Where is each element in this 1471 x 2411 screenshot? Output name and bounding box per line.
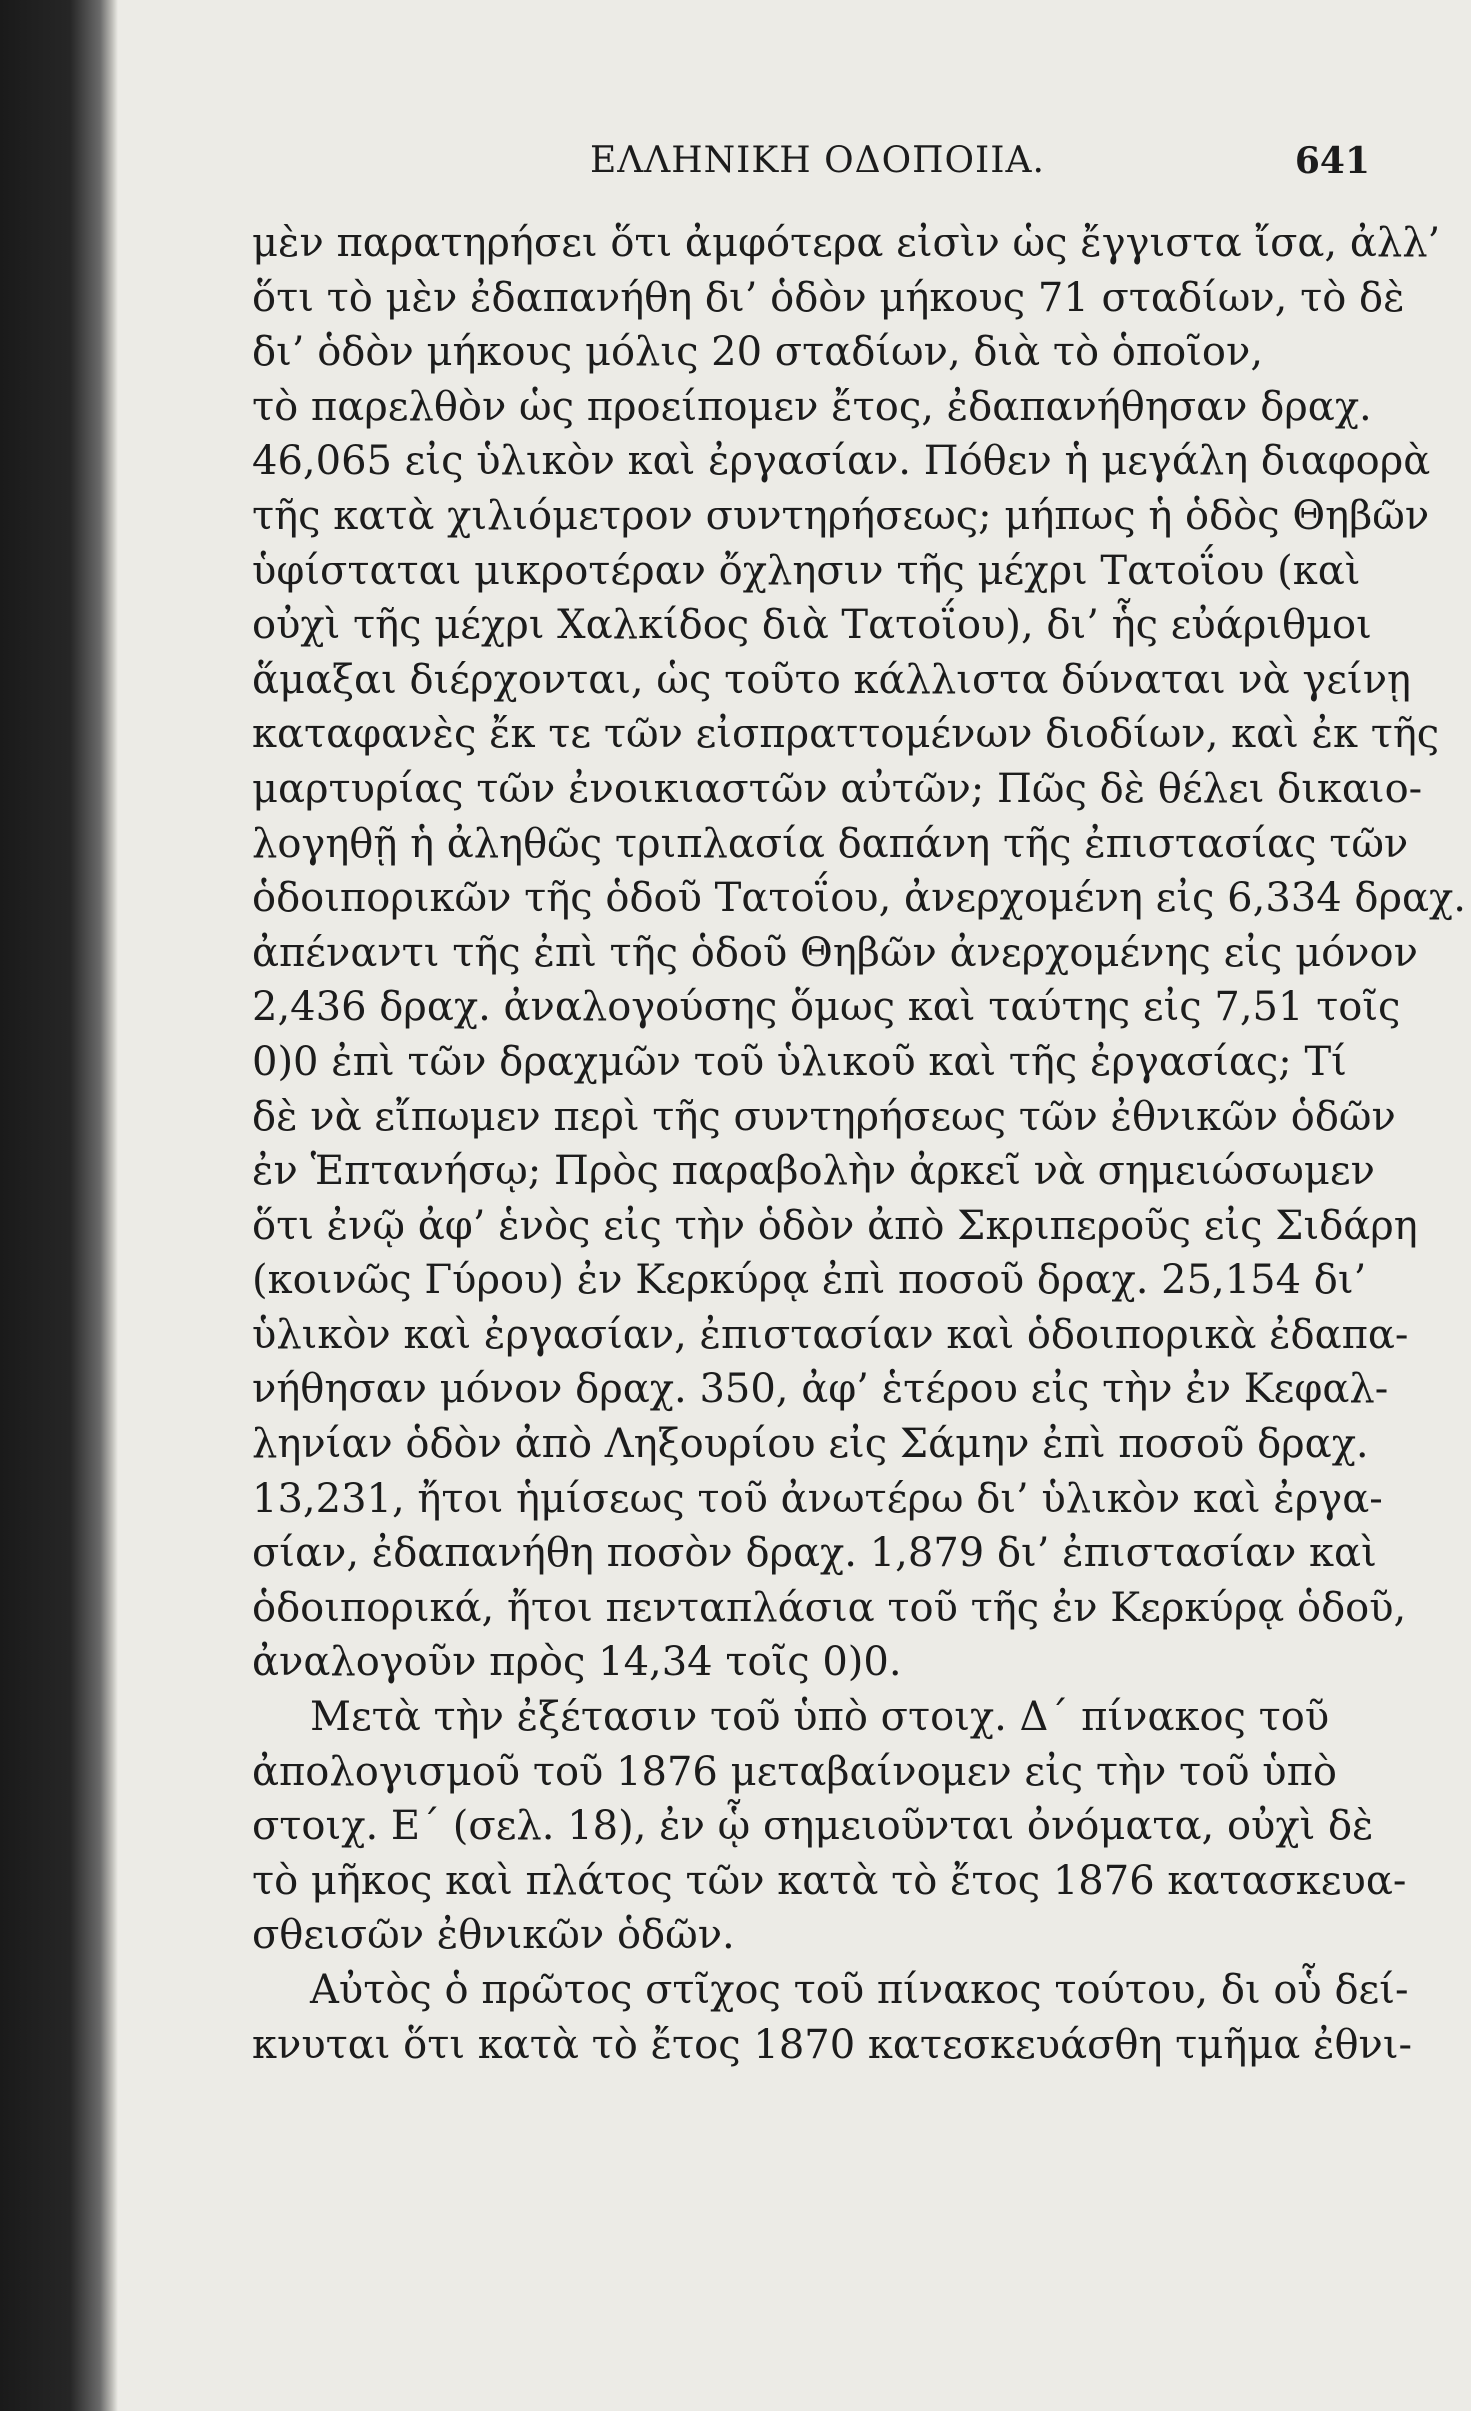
text-line: κνυται ὅτι κατὰ τὸ ἔτος 1870 κατεσκευάσθη τμῆμα ἐθνι-: [252, 2021, 1413, 2068]
text-line: 46,065 εἰς ὑλικὸν καὶ ἐργασίαν. Πόθεν ἡ μεγάλη διαφορὰ: [252, 438, 1431, 485]
text-line: 13,231, ἤτοι ἡμίσεως τοῦ ἀνωτέρω δι’ ὑλικὸν καὶ ἐργα-: [252, 1475, 1383, 1522]
text-line: δι’ ὁδὸν μήκους μόλις 20 σταδίων, διὰ τὸ ὁποῖον,: [252, 329, 1264, 376]
text-line: μαρτυρίας τῶν ἐνοικιαστῶν αὐτῶν; Πῶς δὲ θέλει δικαιο-: [252, 765, 1423, 812]
text-line: ἀναλογοῦν πρὸς 14,34 τοῖς 0)0.: [252, 1639, 902, 1686]
text-line: τὸ παρελθὸν ὡς προείπομεν ἔτος, ἐδαπανήθησαν δραχ.: [252, 383, 1372, 430]
text-line: νήθησαν μόνον δραχ. 350, ἀφ’ ἑτέρου εἰς τὴν ἐν Κεφαλ-: [252, 1366, 1389, 1413]
text-line: τῆς κατὰ χιλιόμετρον συντηρήσεως; μήπως ἡ ὁδὸς Θηβῶν: [252, 492, 1430, 539]
book-page: [150, 0, 1466, 2411]
text-line: λογηθῇ ἡ ἀληθῶς τριπλασία δαπάνη τῆς ἐπιστασίας τῶν: [252, 820, 1409, 867]
text-line: ὅτι τὸ μὲν ἐδαπανήθη δι’ ὁδὸν μήκους 71 σταδίων, τὸ δὲ: [252, 274, 1405, 321]
paragraph-start-line: Αὐτὸς ὁ πρῶτος στῖχος τοῦ πίνακος τούτου, δι οὗ δεί-: [310, 1967, 1409, 2013]
book-spine-shadow: [0, 0, 118, 2411]
text-line: ἀπολογισμοῦ τοῦ 1876 μεταβαίνομεν εἰς τὴν τοῦ ὑπὸ: [252, 1748, 1337, 1795]
text-line: ἀπέναντι τῆς ἐπὶ τῆς ὁδοῦ Θηβῶν ἀνερχομένης εἰς μόνον: [252, 929, 1418, 976]
text-line: ὁδοιπορικῶν τῆς ὁδοῦ Τατοΐου, ἀνερχομένη εἰς 6,334 δραχ.: [252, 875, 1466, 922]
text-line: 2,436 δραχ. ἀναλογούσης ὅμως καὶ ταύτης εἰς 7,51 τοῖς: [252, 984, 1401, 1031]
text-line: ὑφίσταται μικροτέραν ὄχλησιν τῆς μέχρι Τατοΐου (καὶ: [252, 547, 1361, 594]
text-line: δὲ νὰ εἴπωμεν περὶ τῆς συντηρήσεως τῶν ἐθνικῶν ὁδῶν: [252, 1093, 1396, 1140]
text-line: ἐν Ἑπτανήσῳ; Πρὸς παραβολὴν ἀρκεῖ νὰ σημειώσωμεν: [252, 1148, 1375, 1195]
text-line: (κοινῶς Γύρου) ἐν Κερκύρᾳ ἐπὶ ποσοῦ δραχ. 25,154 δι’: [252, 1257, 1367, 1304]
text-line: μὲν παρατηρήσει ὅτι ἀμφότερα εἰσὶν ὡς ἔγγιστα ἴσα, ἀλλ’: [252, 220, 1441, 266]
text-line: ἅμαξαι διέρχονται, ὡς τοῦτο κάλλιστα δύναται νὰ γείνῃ: [252, 656, 1412, 703]
running-title: ΕΛΛΗΝΙΚΗ ΟΔΟΠΟΙΙΑ.: [590, 140, 1045, 181]
text-line: οὐχὶ τῆς μέχρι Χαλκίδος διὰ Τατοΐου), δι’ ἧς εὐάριθμοι: [252, 602, 1372, 649]
text-line: 0)0 ἐπὶ τῶν δραχμῶν τοῦ ὑλικοῦ καὶ τῆς ἐργασίας; Τί: [252, 1038, 1347, 1085]
text-line: ληνίαν ὁδὸν ἀπὸ Ληξουρίου εἰς Σάμην ἐπὶ ποσοῦ δραχ.: [252, 1421, 1369, 1468]
text-line: ὅτι ἐνῷ ἀφ’ ἑνὸς εἰς τὴν ὁδὸν ἀπὸ Σκριπεροῦς εἰς Σιδάρη: [252, 1202, 1418, 1249]
page-header: [150, 140, 1390, 200]
body-text: [252, 216, 1471, 2072]
text-line: ὁδοιπορικά, ἤτοι πενταπλάσια τοῦ τῆς ἐν Κερκύρᾳ ὁδοῦ,: [252, 1584, 1407, 1631]
text-line: τὸ μῆκος καὶ πλάτος τῶν κατὰ τὸ ἔτος 1876 κατασκευα-: [252, 1857, 1407, 1904]
text-line: σίαν, ἐδαπανήθη ποσὸν δραχ. 1,879 δι’ ἐπιστασίαν καὶ: [252, 1530, 1377, 1577]
text-line: σθεισῶν ἐθνικῶν ὁδῶν.: [252, 1912, 735, 1959]
text-line: στοιχ. Ε´ (σελ. 18), ἐν ᾧ σημειοῦνται ὀνόματα, οὐχὶ δὲ: [252, 1803, 1374, 1850]
text-line: καταφανὲς ἔκ τε τῶν εἰσπραττομένων διοδίων, καὶ ἐκ τῆς: [252, 711, 1440, 758]
text-line: ὑλικὸν καὶ ἐργασίαν, ἐπιστασίαν καὶ ὁδοιπορικὰ ἐδαπα-: [252, 1311, 1409, 1358]
page-number: 641: [1294, 140, 1370, 182]
paragraph-start-line: Μετὰ τὴν ἐξέτασιν τοῦ ὑπὸ στοιχ. Δ´ πίνακος τοῦ: [310, 1694, 1330, 1741]
